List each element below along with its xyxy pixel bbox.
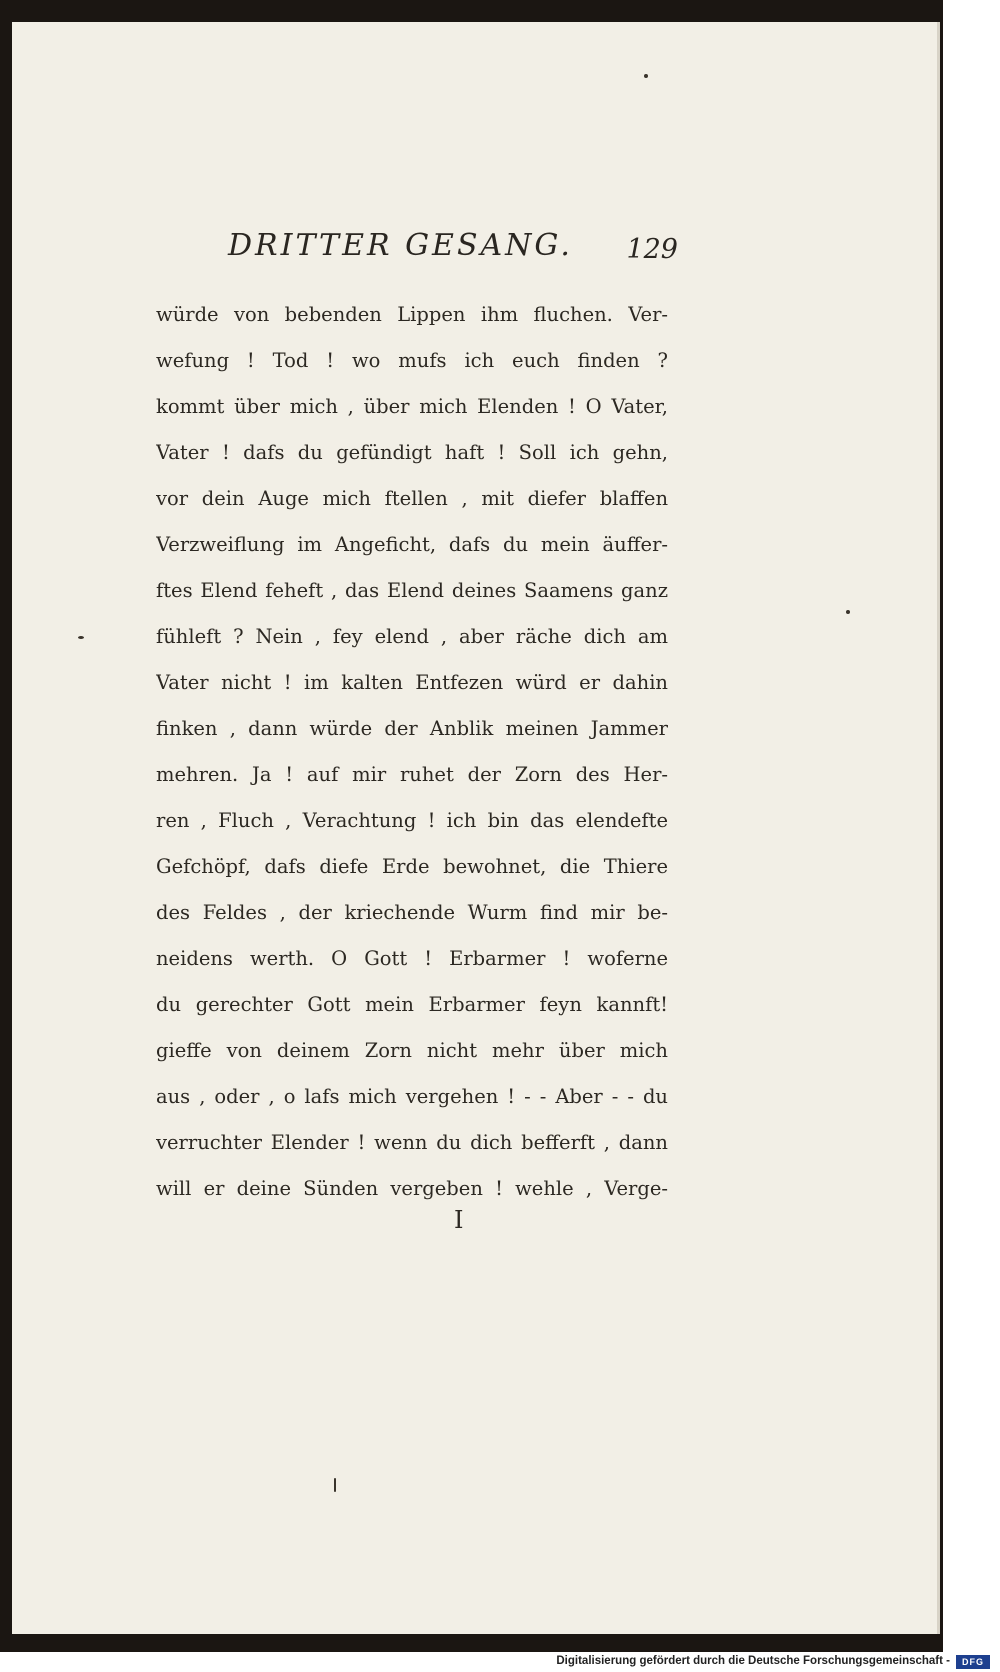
text-line: will er deine Sünden vergeben ! wehle , Verge- xyxy=(156,1177,668,1200)
paper-speck xyxy=(644,74,648,78)
paper-speck xyxy=(334,1478,336,1492)
paper-speck xyxy=(78,636,84,639)
text-line: fühleft ? Nein , fey elend , aber räche dich am xyxy=(156,625,668,648)
signature-mark: I xyxy=(454,1206,464,1234)
text-line: vor dein Auge mich ftellen , mit diefer blaffen xyxy=(156,487,668,510)
text-line: gieffe von deinem Zorn nicht mehr über mich xyxy=(156,1039,668,1062)
text-line: aus , oder , o lafs mich vergehen ! - - Aber - - du xyxy=(156,1085,668,1108)
text-line: des Feldes , der kriechende Wurm find mir be- xyxy=(156,901,668,924)
text-line: du gerechter Gott mein Erbarmer feyn kannft! xyxy=(156,993,668,1016)
text-line: Vater nicht ! im kalten Entfezen würd er dahin xyxy=(156,671,668,694)
text-line: wefung ! Tod ! wo mufs ich euch finden ? xyxy=(156,349,668,372)
text-line: ren , Fluch , Verachtung ! ich bin das elendefte xyxy=(156,809,668,832)
text-line: neidens werth. O Gott ! Erbarmer ! woferne xyxy=(156,947,668,970)
text-line: Gefchöpf, dafs diefe Erde bewohnet, die Thiere xyxy=(156,855,668,878)
text-line: mehren. Ja ! auf mir ruhet der Zorn des Her- xyxy=(156,763,668,786)
text-line: verruchter Elender ! wenn du dich befferft , dann xyxy=(156,1131,668,1154)
text-line: Vater ! dafs du gefündigt haft ! Soll ich gehn, xyxy=(156,441,668,464)
text-line: kommt über mich , über mich Elenden ! O Vater, xyxy=(156,395,668,418)
funding-credit: Digitalisierung gefördert durch die Deutsche Forschungsgemeinschaft - xyxy=(556,1655,950,1667)
running-head-title: DRITTER GESANG. xyxy=(228,228,573,263)
text-line: Verzweiflung im Angeficht, dafs du mein äuffer- xyxy=(156,533,668,556)
paper-speck xyxy=(846,610,850,614)
text-line: ftes Elend feheft , das Elend deines Saamens ganz xyxy=(156,579,668,602)
text-line: finken , dann würde der Anblik meinen Jammer xyxy=(156,717,668,740)
dfg-logo: DFG xyxy=(956,1655,990,1669)
digitization-footer xyxy=(0,1652,1000,1672)
body-text xyxy=(156,292,668,1212)
page-number: 129 xyxy=(626,234,678,265)
text-line: würde von bebenden Lippen ihm fluchen. Ver- xyxy=(156,303,668,326)
running-head xyxy=(228,228,678,280)
